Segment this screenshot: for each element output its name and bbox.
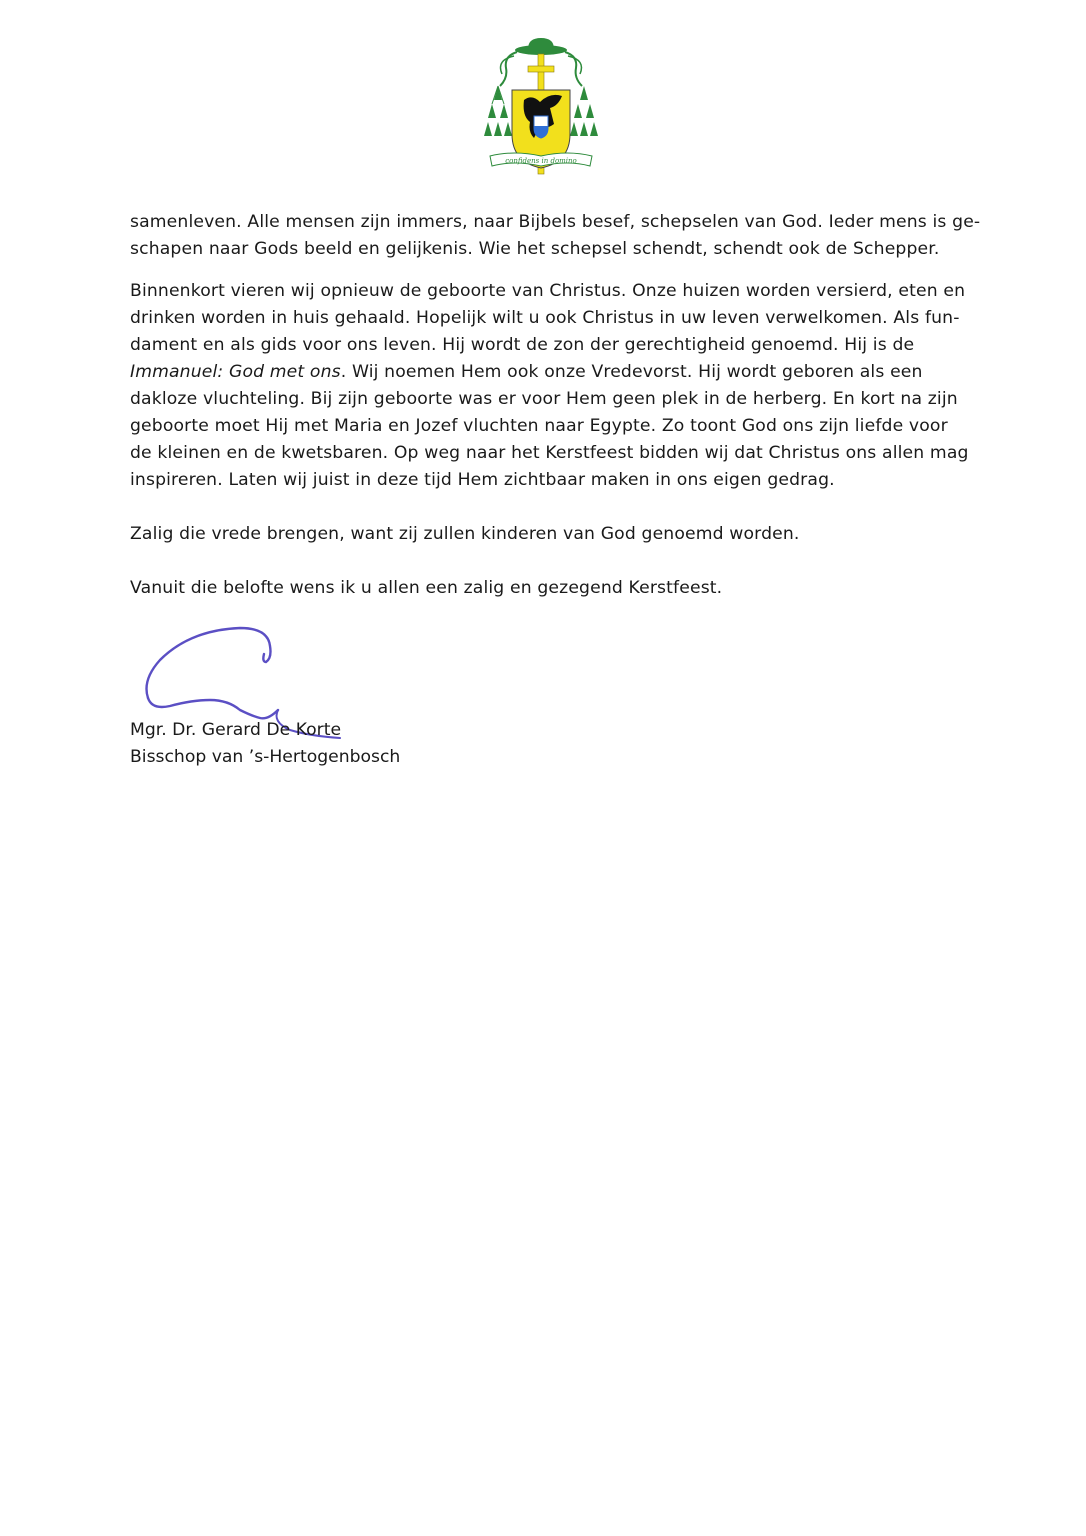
text-line: de kleinen en de kwetsbaren. Op weg naar het Kerstfeest bidden wij dat Christus ons allen mag: [130, 443, 969, 463]
text-line: schapen naar Gods beeld en gelijkenis. Wie het schepsel schendt, schendt ook de Schepper.: [130, 239, 940, 259]
text-line: inspireren. Laten wij juist in deze tijd Hem zichtbaar maken in ons eigen gedrag.: [130, 470, 835, 490]
tassels-right: [570, 86, 598, 136]
text-line: samenleven. Alle mensen zijn immers, naar Bijbels besef, schepselen van God. Ieder mens is ge-: [130, 212, 981, 232]
paragraph-4: Vanuit die belofte wens ik u allen een zalig en gezegend Kerstfeest.: [130, 578, 723, 598]
text-line: drinken worden in huis gehaald. Hopelijk wilt u ook Christus in uw leven verwelkomen. Als fun-: [130, 308, 960, 328]
coat-of-arms: [484, 34, 598, 184]
text-line: dament en als gids voor ons leven. Hij wordt de zon der gerechtigheid genoemd. Hij is de: [130, 335, 915, 355]
text-line: geboorte moet Hij met Maria en Jozef vluchten naar Egypte. Zo toont God ons zijn liefde voor: [130, 416, 948, 436]
paragraph-1: [130, 209, 981, 263]
text-line: Binnenkort vieren wij opnieuw de geboorte van Christus. Onze huizen worden versierd, eten en: [130, 281, 966, 301]
tassels-left: [484, 86, 512, 136]
text-fragment: . Wij noemen Hem ook onze Vredevorst. Hij wordt geboren als een: [340, 362, 923, 382]
italic-phrase: Immanuel: God met ons: [130, 362, 341, 382]
signer-title: Bisschop van ’s-Hertogenbosch: [130, 747, 401, 767]
paragraph-2: [130, 278, 969, 494]
text-line: [130, 359, 960, 386]
motto-text: confidens in domino: [505, 157, 577, 165]
text-line: dakloze vluchteling. Bij zijn geboorte was er voor Hem geen plek in de herberg. En kort na zijn: [130, 389, 958, 409]
signer-block: [130, 717, 400, 771]
galero-crown: [528, 38, 554, 49]
paragraph-3: Zalig die vrede brengen, want zij zullen kinderen van God genoemd worden.: [130, 524, 800, 544]
signer-name: Mgr. Dr. Gerard De Korte: [130, 720, 342, 740]
letter-body: [130, 209, 981, 602]
